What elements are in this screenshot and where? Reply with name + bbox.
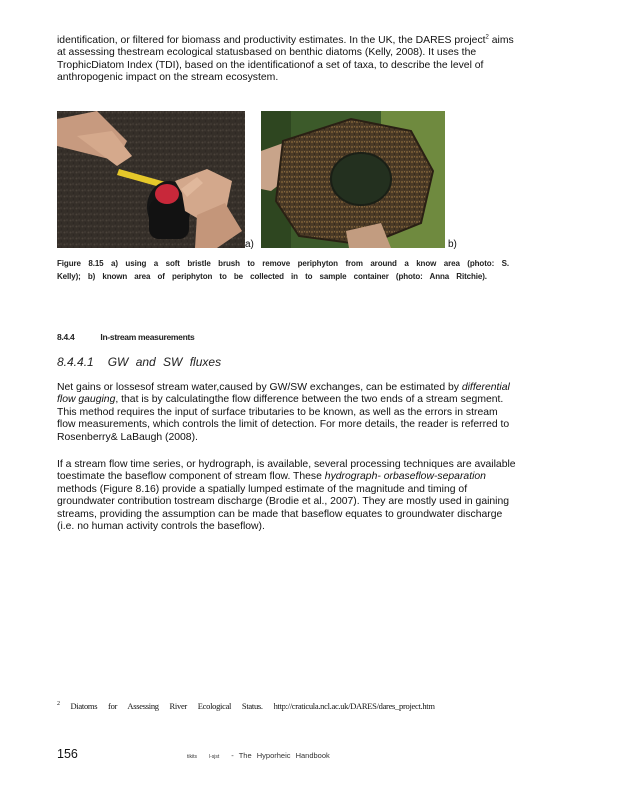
footnote-text: Diatoms for Assessing River Ecological Status. http://craticula.ncl.ac.uk/DARES/dares_project.htm	[70, 701, 435, 711]
para2-text-2: methods (Figure 8.16) provide a spatially lumped estimate of the magnitude and timing of groundwater contribution tostream discharge (Brodie et al., 2007). They are mostly used in gaining streams, providing the assumption can be made that baseflow equates to groundwater discharge (i.e. no human activity controls the baseflow).	[57, 483, 510, 533]
body-paragraph-1	[57, 382, 519, 444]
intro-text-2: aims at assessing thestream ecological statusbased on benthic diatoms (Kelly, 2008). It uses the TrophicDiatom Index (TDI), based on the identificationof a set of taxa, to describe the level of anthropogenic impact on the stream ecosystem.	[57, 35, 514, 84]
figure-label-b: b)	[448, 239, 457, 250]
running-footer	[187, 751, 330, 760]
section-title: In-stream measurements	[100, 332, 195, 342]
section-heading	[57, 332, 194, 342]
page-number: 156	[57, 747, 78, 761]
figure-photo-a	[57, 111, 245, 248]
subsection-number: 8.4.4.1	[57, 355, 94, 369]
intro-paragraph	[57, 35, 519, 85]
footnote-reference[interactable]: 2	[485, 34, 489, 41]
footer-title: - The Hyporheic Handbook	[231, 751, 330, 760]
para2-text-1: If a stream flow time series, or hydrograph, is available, several processing techniques are available toestimate the baseflow component of stream flow. These	[57, 459, 516, 483]
figure-photo-b	[261, 111, 445, 248]
footnote	[57, 701, 477, 711]
intro-text-1: identification, or filtered for biomass and productivity estimates. In the UK, the DARES project	[57, 35, 486, 46]
section-number: 8.4.4	[57, 332, 75, 342]
para2-emphasis: hydrograph- orbaseflow-separation	[324, 471, 486, 483]
figure-caption: Figure 8.15 a) using a soft bristle brush to remove periphyton from around a know area (photo: S. Kelly); b) known area of periphyton to be collected in to sample container (photo: Anna Ritchie).	[57, 259, 509, 281]
footer-small-1: tikits	[187, 754, 197, 760]
para1-text-1: Net gains or lossesof stream water,caused by GW/SW exchanges, can be estimated by	[57, 382, 462, 393]
para1-emphasis: differential flow gauging	[57, 382, 510, 406]
subsection-title: GW and SW fluxes	[107, 355, 222, 369]
subsection-heading	[57, 355, 221, 369]
footer-small-2: l-sjst	[209, 754, 220, 760]
footnote-marker: 2	[57, 701, 60, 708]
para1-text-2: , that is by calculatingthe flow difference between the two ends of a stream segment. This method requires the input of surface tributaries to be known, as well as the errors in stream flow measurements, which controls the limit of detection. For more details, the reader is referred to Rosenberry& LaBaugh (2008).	[57, 394, 510, 443]
body-paragraph-2	[57, 459, 519, 533]
figure-label-a: a)	[245, 239, 254, 250]
